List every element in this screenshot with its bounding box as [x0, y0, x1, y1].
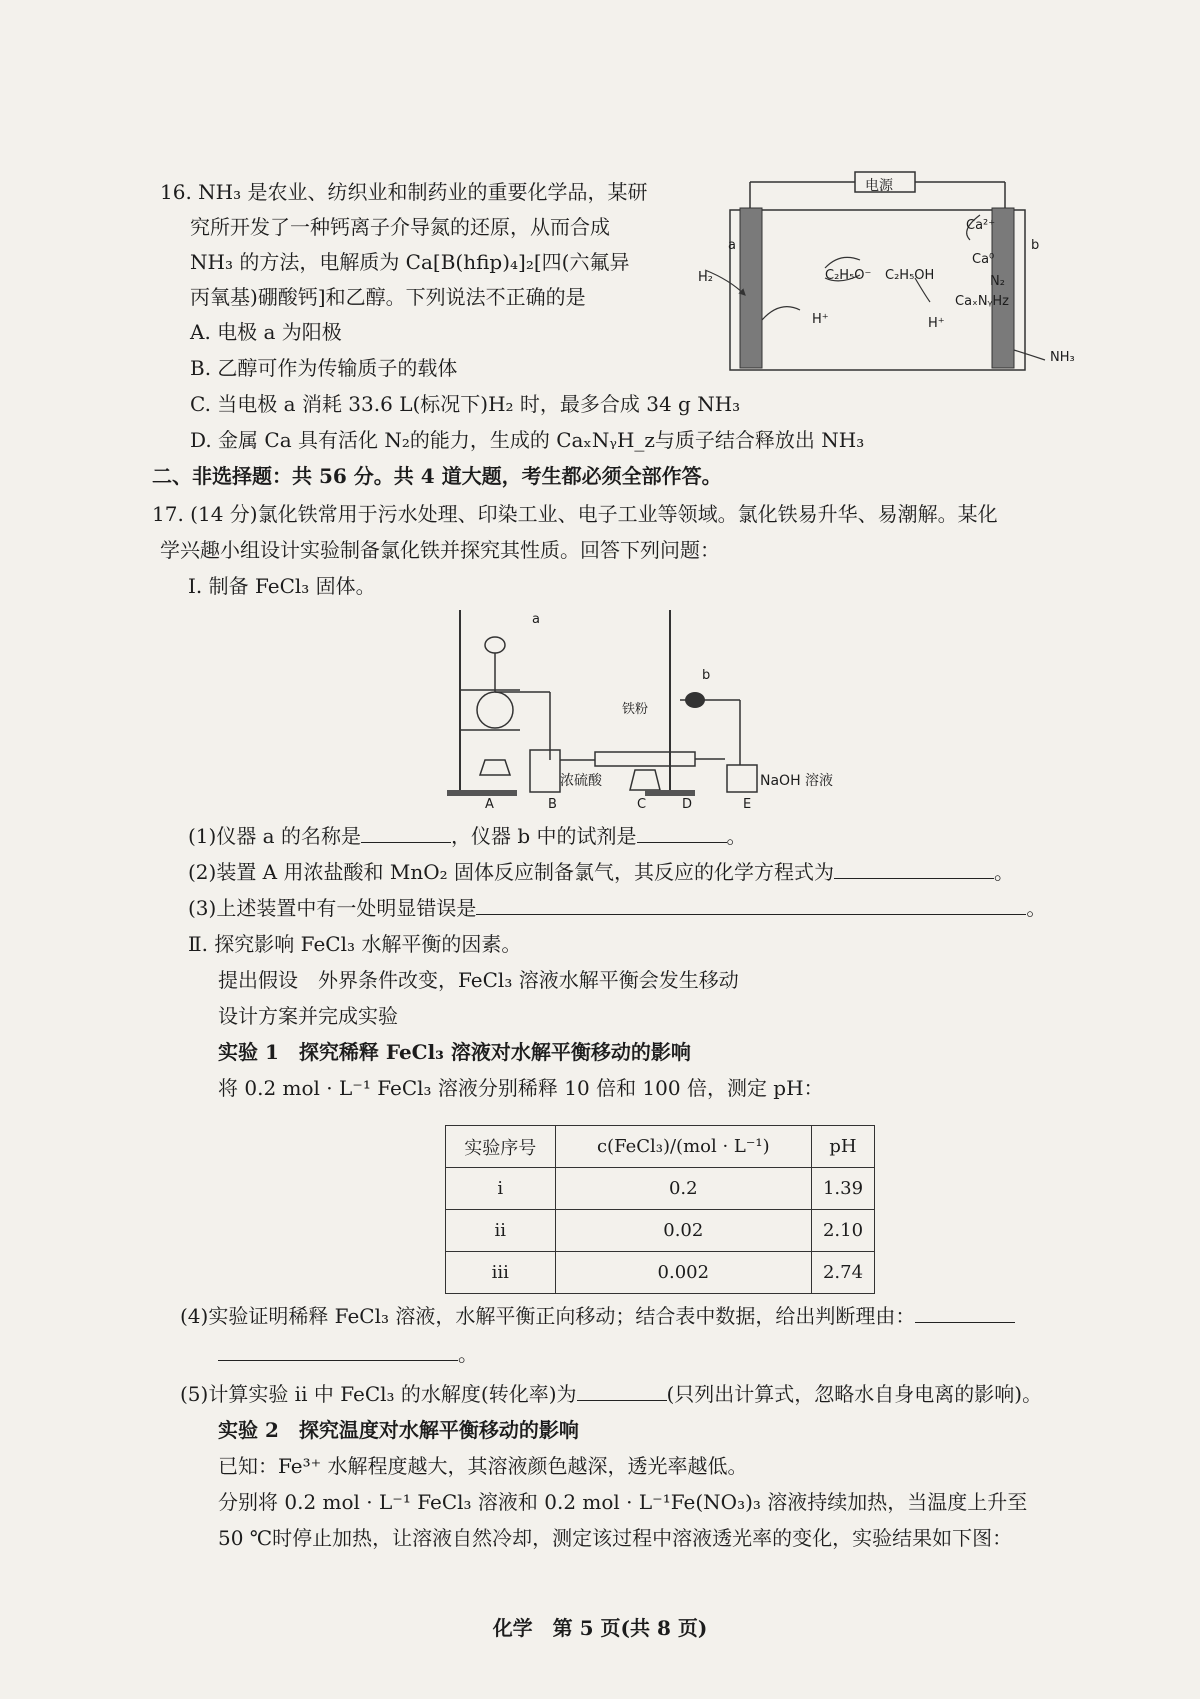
power-source-label: 电源: [865, 178, 893, 194]
experiment-1-title: 实验 1 探究稀释 FeCl₃ 溶液对水解平衡移动的影响: [218, 1040, 691, 1064]
answer-blank-5[interactable]: [577, 1380, 667, 1401]
apparatus-E-label: E: [743, 797, 752, 812]
q16-line1: 16. NH₃ 是农业、纺织业和制药业的重要化学品，某研: [160, 180, 648, 204]
nh3-product-label: NH₃: [1050, 350, 1075, 365]
q16-line2: 究所开发了一种钙离子介导氮的还原，从而合成: [190, 215, 610, 239]
table-cell: 2.10: [812, 1210, 875, 1252]
q17-line2: 学兴趣小组设计实验制备氯化铁并探究其性质。回答下列问题：: [160, 538, 720, 562]
iron-powder-label: 铁粉: [622, 702, 649, 717]
sub-question-5: (5)计算实验 ii 中 FeCl₃ 的水解度(转化率)为 (只列出计算式，忽略水自身电离的影响)。: [180, 1382, 1043, 1406]
q16-option-c: C. 当电极 a 消耗 33.6 L(标况下)H₂ 时，最多合成 34 g NH₃: [190, 392, 741, 416]
q16-line4: 丙氧基)硼酸钙]和乙醇。下列说法不正确的是: [190, 285, 586, 309]
sub-question-2: (2)装置 A 用浓盐酸和 MnO₂ 固体反应制备氯气，其反应的化学方程式为 。: [188, 860, 1014, 884]
header-concentration: c(FeCl₃)/(mol · L⁻¹): [555, 1126, 812, 1168]
sub-question-3: (3)上述装置中有一处明显错误是 。: [188, 896, 1047, 920]
table-row: [446, 1210, 875, 1252]
ph-data-table: [445, 1125, 875, 1294]
sub-question-4: (4)实验证明稀释 FeCl₃ 溶液，水解平衡正向移动；结合表中数据，给出判断理由：: [180, 1302, 1015, 1330]
table-cell: 0.002: [555, 1252, 812, 1294]
answer-blank-4a[interactable]: [915, 1302, 1015, 1323]
q16-option-a: A. 电极 a 为阳极: [190, 320, 342, 344]
table-row: [446, 1168, 875, 1210]
instrument-a-label: a: [532, 612, 540, 627]
h2-label: H₂: [698, 270, 713, 285]
sub-question-1: (1)仪器 a 的名称是 ，仪器 b 中的试剂是 。: [188, 824, 747, 848]
section-heading: 二、非选择题：共 56 分。共 4 道大题，考生都必须全部作答。: [152, 464, 722, 488]
q17-part1: Ⅰ. 制备 FeCl₃ 固体。: [188, 574, 376, 598]
page-footer: 化学 第 5 页(共 8 页): [492, 1616, 708, 1640]
table-cell: 0.2: [555, 1168, 812, 1210]
hypothesis: 提出假设 外界条件改变，FeCl₃ 溶液水解平衡会发生移动: [218, 968, 739, 992]
naoh-solution-label: NaOH 溶液: [760, 773, 834, 789]
instrument-b-label: b: [702, 668, 711, 683]
answer-blank-1a[interactable]: [361, 822, 451, 843]
q17-line1: 17. (14 分)氯化铁常用于污水处理、印染工业、电子工业等领域。氯化铁易升华、易潮解。某化: [152, 502, 998, 526]
table-cell: i: [446, 1168, 556, 1210]
experiment-1-description: 将 0.2 mol · L⁻¹ FeCl₃ 溶液分别稀释 10 倍和 100 倍，测定 pH：: [218, 1076, 824, 1100]
table-row: [446, 1252, 875, 1294]
apparatus-D-label: D: [682, 797, 693, 812]
experiment-2-description-1: 分别将 0.2 mol · L⁻¹ FeCl₃ 溶液和 0.2 mol · L⁻¹Fe(NO₃)₃ 溶液持续加热，当温度上升至: [218, 1490, 1028, 1514]
table-cell: 0.02: [555, 1210, 812, 1252]
apparatus-B-label: B: [548, 797, 557, 812]
experiment-2-description-2: 50 ℃时停止加热，让溶液自然冷却，测定该过程中溶液透光率的变化，实验结果如下图：: [218, 1526, 1013, 1550]
table-cell: ii: [446, 1210, 556, 1252]
n2-label: N₂: [990, 274, 1005, 289]
table-cell: 1.39: [812, 1168, 875, 1210]
experiment-2-known: 已知：Fe³⁺ 水解程度越大，其溶液颜色越深，透光率越低。: [218, 1454, 748, 1478]
sub-question-4-cont: 。: [218, 1340, 478, 1368]
ca2-label: Ca²⁺: [966, 218, 996, 233]
table-cell: iii: [446, 1252, 556, 1294]
electrode-b-label: b: [1031, 238, 1040, 253]
design-plan: 设计方案并完成实验: [218, 1004, 398, 1028]
electrode-a-label: a: [728, 238, 736, 253]
q16-line3: NH₃ 的方法，电解质为 Ca[B(hfip)₄]₂[四(六氟异: [190, 250, 630, 274]
table-header-row: [446, 1126, 875, 1168]
apparatus-C-label: C: [637, 797, 647, 812]
answer-blank-4b[interactable]: [218, 1340, 458, 1361]
experiment-2-title: 实验 2 探究温度对水解平衡移动的影响: [218, 1418, 579, 1442]
answer-blank-3[interactable]: [476, 894, 1026, 915]
conc-sulfuric-acid-label: 浓硫酸: [560, 773, 602, 789]
ethanol-label: C₂H₅OH: [885, 268, 935, 283]
q16-option-b: B. 乙醇可作为传输质子的载体: [190, 356, 458, 380]
caxnyhz-label: CaₓNᵧHz: [955, 294, 1009, 309]
answer-blank-1b[interactable]: [637, 822, 727, 843]
proton-label-2: H⁺: [928, 316, 945, 331]
table-cell: 2.74: [812, 1252, 875, 1294]
apparatus-A-label: A: [485, 797, 494, 812]
q17-part2: Ⅱ. 探究影响 FeCl₃ 水解平衡的因素。: [188, 932, 522, 956]
header-ph: pH: [812, 1126, 875, 1168]
header-experiment-number: 实验序号: [446, 1126, 556, 1168]
q16-option-d: D. 金属 Ca 具有活化 N₂的能力，生成的 CaₓNᵧH_z与质子结合释放出 NH₃: [190, 428, 865, 452]
answer-blank-2[interactable]: [834, 858, 994, 879]
ca0-label: Ca⁰: [972, 252, 995, 267]
ethoxide-label: C₂H₅O⁻: [825, 268, 872, 283]
proton-label-1: H⁺: [812, 312, 829, 327]
